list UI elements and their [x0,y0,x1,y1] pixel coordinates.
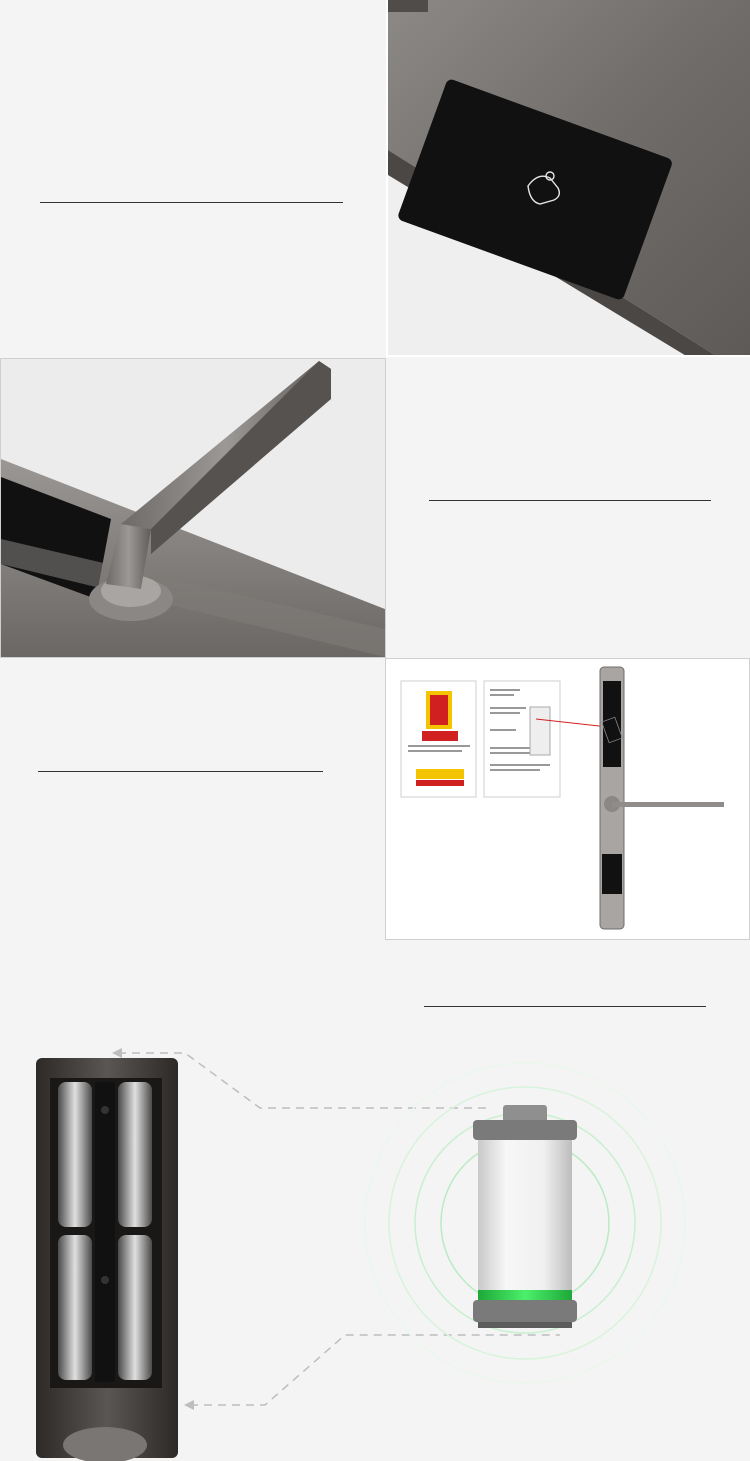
hidden-keyhole-text-panel [0,0,386,357]
keyhole-lock-photo [388,0,750,357]
free-handle-image [0,358,386,658]
battery-alarm-section [0,940,750,1461]
cards-and-lock-illustration [386,659,749,939]
free-handle-divider [429,500,711,501]
hidden-keyhole-divider [40,202,343,203]
card-open-text-panel [0,658,385,940]
free-handle-text-panel [386,358,750,658]
card-open-divider [38,771,323,772]
card-open-image [385,658,750,940]
handle-photo [1,359,385,657]
hidden-keyhole-image [386,0,750,357]
battery-illustration [0,940,750,1461]
